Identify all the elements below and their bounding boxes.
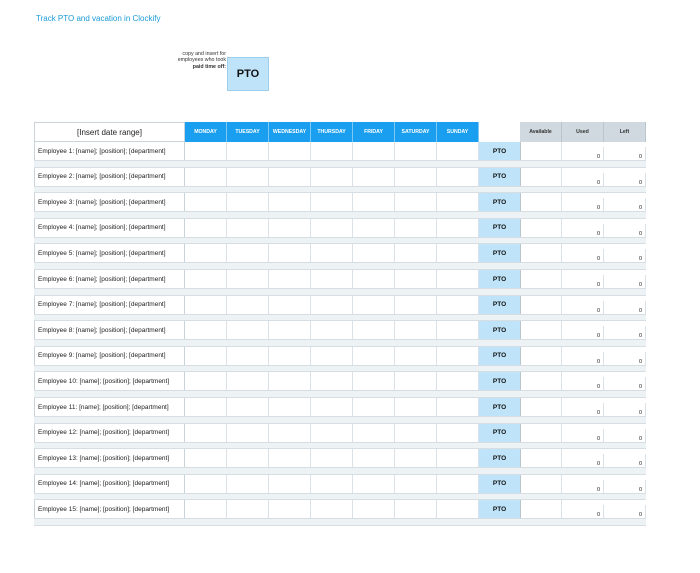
left-cell: 0 <box>604 403 646 416</box>
left-cell: 0 <box>604 352 646 365</box>
employee-name-cell[interactable]: Employee 10: [name]; [position]; [department] <box>34 372 185 390</box>
employee-name-cell[interactable]: Employee 13: [name]; [position]; [department] <box>34 449 185 467</box>
day-cell-friday[interactable] <box>353 372 395 390</box>
available-cell[interactable] <box>520 142 562 160</box>
day-cell-tuesday[interactable] <box>227 193 269 211</box>
employee-name-cell[interactable]: Employee 15: [name]; [position]; [department] <box>34 500 185 518</box>
pto-cell[interactable]: PTO <box>479 168 520 186</box>
legend-note-text: copy and insert for employees who took <box>177 51 226 64</box>
day-cell-saturday[interactable] <box>395 500 437 518</box>
day-cell-wednesday[interactable] <box>269 372 311 390</box>
day-cell-monday[interactable] <box>185 475 227 493</box>
row-divider <box>34 442 646 450</box>
day-cell-sunday[interactable] <box>437 168 479 186</box>
employee-row <box>34 449 646 475</box>
day-cell-friday[interactable] <box>353 168 395 186</box>
day-cell-saturday[interactable] <box>395 168 437 186</box>
left-cell: 0 <box>604 224 646 237</box>
day-cell-saturday[interactable] <box>395 372 437 390</box>
day-cell-saturday[interactable] <box>395 219 437 237</box>
day-cell-monday[interactable] <box>185 321 227 339</box>
day-header-saturday: SATURDAY <box>395 122 437 142</box>
used-cell: 0 <box>562 224 604 237</box>
day-header-friday: FRIDAY <box>353 122 395 142</box>
day-cell-tuesday[interactable] <box>227 168 269 186</box>
day-cell-thursday[interactable] <box>311 219 353 237</box>
day-cell-thursday[interactable] <box>311 142 353 160</box>
legend-note-bold: paid time off: <box>192 63 226 70</box>
row-divider <box>34 160 646 168</box>
day-cell-thursday[interactable] <box>311 424 353 442</box>
pto-legend-cell[interactable]: PTO <box>227 57 269 91</box>
employee-row <box>34 142 646 168</box>
used-cell: 0 <box>562 429 604 442</box>
day-cell-friday[interactable] <box>353 142 395 160</box>
employee-name-cell[interactable]: Employee 3: [name]; [position]; [department] <box>34 193 185 211</box>
day-cell-sunday[interactable] <box>437 219 479 237</box>
day-cell-wednesday[interactable] <box>269 296 311 314</box>
day-cell-tuesday[interactable] <box>227 296 269 314</box>
day-cell-wednesday[interactable] <box>269 424 311 442</box>
day-cell-monday[interactable] <box>185 372 227 390</box>
pto-cell[interactable]: PTO <box>479 372 520 390</box>
day-cell-saturday[interactable] <box>395 347 437 365</box>
day-cell-thursday[interactable] <box>311 398 353 416</box>
day-cell-sunday[interactable] <box>437 270 479 288</box>
pto-cell[interactable]: PTO <box>479 193 520 211</box>
pto-cell[interactable]: PTO <box>479 500 520 518</box>
day-cell-wednesday[interactable] <box>269 219 311 237</box>
day-cell-tuesday[interactable] <box>227 372 269 390</box>
row-divider <box>34 288 646 296</box>
day-cell-friday[interactable] <box>353 500 395 518</box>
available-cell[interactable] <box>520 475 562 493</box>
pto-cell[interactable]: PTO <box>479 475 520 493</box>
day-cell-friday[interactable] <box>353 347 395 365</box>
day-cell-wednesday[interactable] <box>269 142 311 160</box>
employee-row <box>34 347 646 373</box>
employee-row <box>34 475 646 501</box>
row-divider <box>34 390 646 398</box>
day-cell-sunday[interactable] <box>437 142 479 160</box>
day-cell-thursday[interactable] <box>311 270 353 288</box>
row-divider <box>34 186 646 194</box>
available-cell[interactable] <box>520 219 562 237</box>
pto-cell[interactable]: PTO <box>479 219 520 237</box>
day-cell-thursday[interactable] <box>311 449 353 467</box>
employee-row <box>34 398 646 424</box>
employee-name-cell[interactable]: Employee 1: [name]; [position]; [department] <box>34 142 185 160</box>
used-cell: 0 <box>562 352 604 365</box>
day-cell-friday[interactable] <box>353 193 395 211</box>
row-divider <box>34 416 646 424</box>
day-cell-monday[interactable] <box>185 500 227 518</box>
row-divider <box>34 237 646 245</box>
used-cell: 0 <box>562 403 604 416</box>
day-cell-monday[interactable] <box>185 219 227 237</box>
day-cell-friday[interactable] <box>353 219 395 237</box>
day-cell-friday[interactable] <box>353 296 395 314</box>
day-cell-sunday[interactable] <box>437 296 479 314</box>
day-cell-monday[interactable] <box>185 142 227 160</box>
employee-name-cell[interactable]: Employee 5: [name]; [position]; [department] <box>34 244 185 262</box>
day-cell-friday[interactable] <box>353 449 395 467</box>
day-cell-monday[interactable] <box>185 270 227 288</box>
left-cell: 0 <box>604 275 646 288</box>
day-cell-saturday[interactable] <box>395 244 437 262</box>
available-cell[interactable] <box>520 168 562 186</box>
used-cell: 0 <box>562 249 604 262</box>
available-cell[interactable] <box>520 424 562 442</box>
day-cell-tuesday[interactable] <box>227 142 269 160</box>
employee-row <box>34 296 646 322</box>
employee-name-cell[interactable]: Employee 8: [name]; [position]; [department] <box>34 321 185 339</box>
day-header-monday: MONDAY <box>185 122 227 142</box>
row-divider <box>34 467 646 475</box>
employee-row <box>34 168 646 194</box>
available-cell[interactable] <box>520 270 562 288</box>
day-cell-thursday[interactable] <box>311 347 353 365</box>
available-cell[interactable] <box>520 321 562 339</box>
available-cell[interactable] <box>520 500 562 518</box>
employee-row <box>34 424 646 450</box>
day-cell-saturday[interactable] <box>395 321 437 339</box>
employee-row <box>34 321 646 347</box>
pto-cell[interactable]: PTO <box>479 347 520 365</box>
available-cell[interactable] <box>520 347 562 365</box>
day-cell-tuesday[interactable] <box>227 244 269 262</box>
pto-cell[interactable]: PTO <box>479 424 520 442</box>
day-cell-saturday[interactable] <box>395 270 437 288</box>
left-cell: 0 <box>604 454 646 467</box>
used-cell: 0 <box>562 301 604 314</box>
day-cell-tuesday[interactable] <box>227 219 269 237</box>
pto-cell[interactable]: PTO <box>479 398 520 416</box>
day-cell-friday[interactable] <box>353 321 395 339</box>
pto-cell[interactable]: PTO <box>479 449 520 467</box>
employee-name-cell[interactable]: Employee 6: [name]; [position]; [department] <box>34 270 185 288</box>
employee-name-cell[interactable]: Employee 9: [name]; [position]; [department] <box>34 347 185 365</box>
employee-name-cell[interactable]: Employee 7: [name]; [position]; [department] <box>34 296 185 314</box>
left-cell: 0 <box>604 147 646 160</box>
left-cell: 0 <box>604 301 646 314</box>
row-divider <box>34 314 646 322</box>
used-cell: 0 <box>562 377 604 390</box>
day-cell-monday[interactable] <box>185 398 227 416</box>
day-cell-monday[interactable] <box>185 347 227 365</box>
employee-name-cell[interactable]: Employee 12: [name]; [position]; [department] <box>34 424 185 442</box>
row-divider <box>34 262 646 270</box>
employee-name-cell[interactable]: Employee 4: [name]; [position]; [department] <box>34 219 185 237</box>
day-cell-sunday[interactable] <box>437 244 479 262</box>
day-cell-wednesday[interactable] <box>269 270 311 288</box>
legend-note <box>170 51 226 70</box>
day-cell-wednesday[interactable] <box>269 193 311 211</box>
day-header-wednesday: WEDNESDAY <box>269 122 311 142</box>
day-header-sunday: SUNDAY <box>437 122 479 142</box>
used-cell: 0 <box>562 198 604 211</box>
day-cell-tuesday[interactable] <box>227 347 269 365</box>
day-cell-tuesday[interactable] <box>227 424 269 442</box>
left-cell: 0 <box>604 505 646 518</box>
available-cell[interactable] <box>520 193 562 211</box>
title-link[interactable]: Track PTO and vacation in Clockify <box>36 14 161 23</box>
day-cell-wednesday[interactable] <box>269 321 311 339</box>
row-divider <box>34 365 646 373</box>
employee-row <box>34 500 646 526</box>
day-cell-thursday[interactable] <box>311 244 353 262</box>
left-cell: 0 <box>604 326 646 339</box>
available-cell[interactable] <box>520 296 562 314</box>
day-cell-saturday[interactable] <box>395 296 437 314</box>
row-divider <box>34 518 646 526</box>
left-cell: 0 <box>604 429 646 442</box>
day-cell-sunday[interactable] <box>437 475 479 493</box>
day-cell-sunday[interactable] <box>437 321 479 339</box>
day-cell-friday[interactable] <box>353 270 395 288</box>
day-cell-friday[interactable] <box>353 244 395 262</box>
day-cell-thursday[interactable] <box>311 372 353 390</box>
day-cell-tuesday[interactable] <box>227 321 269 339</box>
day-cell-saturday[interactable] <box>395 475 437 493</box>
day-cell-tuesday[interactable] <box>227 500 269 518</box>
available-cell[interactable] <box>520 372 562 390</box>
day-cell-wednesday[interactable] <box>269 398 311 416</box>
day-cell-tuesday[interactable] <box>227 475 269 493</box>
day-cell-thursday[interactable] <box>311 193 353 211</box>
day-cell-wednesday[interactable] <box>269 347 311 365</box>
day-cell-sunday[interactable] <box>437 347 479 365</box>
employee-row <box>34 244 646 270</box>
employee-name-cell[interactable]: Employee 11: [name]; [position]; [department] <box>34 398 185 416</box>
left-cell: 0 <box>604 249 646 262</box>
used-cell: 0 <box>562 275 604 288</box>
left-cell: 0 <box>604 377 646 390</box>
day-cell-sunday[interactable] <box>437 449 479 467</box>
used-cell: 0 <box>562 480 604 493</box>
row-divider <box>34 211 646 219</box>
day-cell-saturday[interactable] <box>395 142 437 160</box>
left-cell: 0 <box>604 480 646 493</box>
day-cell-thursday[interactable] <box>311 475 353 493</box>
available-header: Available <box>520 122 562 142</box>
day-cell-monday[interactable] <box>185 193 227 211</box>
employee-row <box>34 193 646 219</box>
employee-name-cell[interactable]: Employee 2: [name]; [position]; [department] <box>34 168 185 186</box>
day-header-thursday: THURSDAY <box>311 122 353 142</box>
day-cell-sunday[interactable] <box>437 372 479 390</box>
day-cell-sunday[interactable] <box>437 424 479 442</box>
day-cell-thursday[interactable] <box>311 500 353 518</box>
day-header-tuesday: TUESDAY <box>227 122 269 142</box>
day-cell-friday[interactable] <box>353 398 395 416</box>
used-cell: 0 <box>562 454 604 467</box>
day-cell-saturday[interactable] <box>395 449 437 467</box>
day-cell-monday[interactable] <box>185 296 227 314</box>
used-cell: 0 <box>562 147 604 160</box>
day-cell-sunday[interactable] <box>437 500 479 518</box>
day-cell-monday[interactable] <box>185 424 227 442</box>
left-header: Left <box>604 122 646 142</box>
day-cell-tuesday[interactable] <box>227 270 269 288</box>
day-cell-thursday[interactable] <box>311 321 353 339</box>
pto-cell[interactable]: PTO <box>479 321 520 339</box>
day-cell-sunday[interactable] <box>437 193 479 211</box>
used-cell: 0 <box>562 173 604 186</box>
available-cell[interactable] <box>520 244 562 262</box>
day-cell-monday[interactable] <box>185 244 227 262</box>
day-cell-thursday[interactable] <box>311 296 353 314</box>
pto-cell[interactable]: PTO <box>479 142 520 160</box>
day-cell-sunday[interactable] <box>437 398 479 416</box>
employee-name-cell[interactable]: Employee 14: [name]; [position]; [department] <box>34 475 185 493</box>
employee-row <box>34 270 646 296</box>
day-cell-saturday[interactable] <box>395 193 437 211</box>
day-cell-monday[interactable] <box>185 449 227 467</box>
pto-tracker-sheet <box>34 122 646 528</box>
day-cell-tuesday[interactable] <box>227 449 269 467</box>
used-cell: 0 <box>562 326 604 339</box>
day-cell-thursday[interactable] <box>311 168 353 186</box>
day-cell-saturday[interactable] <box>395 398 437 416</box>
day-cell-tuesday[interactable] <box>227 398 269 416</box>
day-cell-wednesday[interactable] <box>269 168 311 186</box>
day-cell-wednesday[interactable] <box>269 244 311 262</box>
available-cell[interactable] <box>520 449 562 467</box>
row-divider <box>34 493 646 501</box>
pto-cell[interactable]: PTO <box>479 244 520 262</box>
day-cell-monday[interactable] <box>185 168 227 186</box>
day-cell-wednesday[interactable] <box>269 500 311 518</box>
day-cell-friday[interactable] <box>353 424 395 442</box>
day-cell-wednesday[interactable] <box>269 475 311 493</box>
available-cell[interactable] <box>520 398 562 416</box>
date-range-header[interactable]: [Insert date range] <box>34 122 185 142</box>
left-cell: 0 <box>604 173 646 186</box>
pto-cell[interactable]: PTO <box>479 270 520 288</box>
left-cell: 0 <box>604 198 646 211</box>
pto-cell[interactable]: PTO <box>479 296 520 314</box>
employee-row <box>34 219 646 245</box>
day-cell-saturday[interactable] <box>395 424 437 442</box>
used-cell: 0 <box>562 505 604 518</box>
used-header: Used <box>562 122 604 142</box>
day-cell-friday[interactable] <box>353 475 395 493</box>
day-cell-wednesday[interactable] <box>269 449 311 467</box>
employee-row <box>34 372 646 398</box>
row-divider <box>34 339 646 347</box>
